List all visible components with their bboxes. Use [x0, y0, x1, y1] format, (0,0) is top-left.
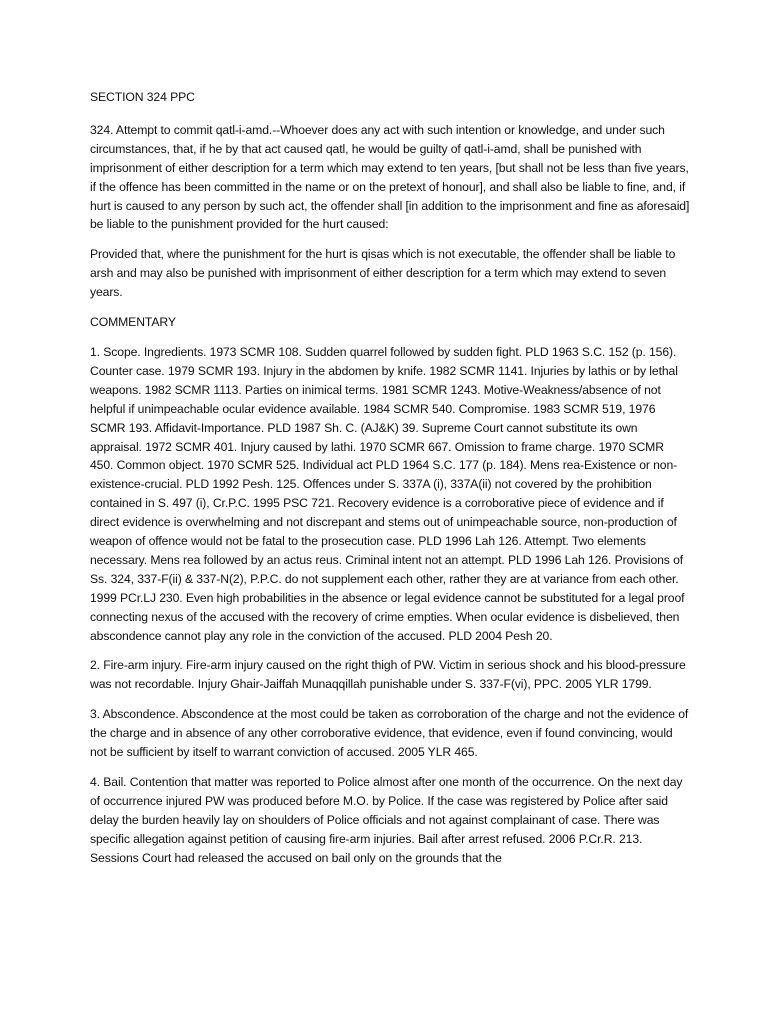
commentary-item-fire-arm-injury	[90, 656, 690, 694]
document-page	[90, 88, 690, 879]
statute-main-paragraph: 324. Attempt to commit qatl-i-amd.--Whoever does any act with such intention or knowledge, and under such circumstances, that, if he by that act caused qatl, he would be guilty of qatl-i-amd, shall be punished with imprisonment of either description for a term which may extend to ten years, [but shall not be less than five years, if the offence has been committed in the name or on the pretext of honour], and shall also be liable to fine, and, if hurt is caused to any person by such act, the offender shall [in addition to the imprisonment and fine as aforesaid] be liable to the punishment provided for the hurt caused:	[90, 122, 690, 232]
commentary-paragraph: 4. Bail. Contention that matter was reported to Police almost after one month of the occurrence. On the next day of occurrence injured PW was produced before M.O. by Police. If the case was registered by Police after said delay the burden heavily lay on shoulders of Police officials and not against complainant of case. There was specific allegation against petition of causing fire-arm injuries. Bail after arrest refused. 2006 P.Cr.R. 213. Sessions Court had released the accused on bail only on the grounds that the	[90, 775, 683, 865]
statute-text	[90, 121, 690, 234]
commentary-heading: COMMENTARY	[90, 315, 176, 330]
commentary-paragraph: 2. Fire-arm injury. Fire-arm injury caused on the right thigh of PW. Victim in serious shock and his blood-pressure was not recordable. Injury Ghair-Jaiffah Munaqqillah punishable under S. 337-F(vi), PPC. 2005 YLR 1799.	[90, 658, 686, 692]
commentary-item-bail	[90, 773, 690, 868]
proviso-paragraph: Provided that, where the punishment for the hurt is qisas which is not executable, the offender shall be liable to arsh and may also be punished with imprisonment of either description for a term which may extend to seven years.	[90, 247, 676, 300]
commentary-item-abscondence	[90, 705, 690, 762]
statute-proviso	[90, 245, 690, 302]
commentary-item-scope	[90, 343, 690, 646]
section-title: SECTION 324 PPC	[90, 90, 195, 104]
commentary-paragraph: 1. Scope. Ingredients. 1973 SCMR 108. Sudden quarrel followed by sudden fight. PLD 1963 S.C. 152 (p. 156). Counter case. 1979 SCMR 193. Injury in the abdomen by knife. 1982 SCMR 1141. Injuries by lathis or by lethal weapons. 1982 SCMR 1113. Parties on inimical terms. 1981 SCMR 1243. Motive-Weakness/absence of not helpful if unimpeachable ocular evidence available. 1984 SCMR 540. Compromise. 1983 SCMR 519, 1976 SCMR 193. Affidavit-Importance. PLD 1987 Sh. C. (AJ&K) 39. Supreme Court cannot substitute its own appraisal. 1972 SCMR 401. Injury caused by lathi. 1970 SCMR 667. Omission to frame charge. 1970 SCMR 450. Common object. 1970 SCMR 525. Individual act PLD 1964 S.C. 177 (p. 184). Mens rea-Existence or non-existence-crucial. PLD 1992 Pesh. 125. Offences under S. 337A (i), 337A(ii) not covered by the prohibition contained in S. 497 (i), Cr.P.C. 1995 PSC 721. Recovery evidence is a corroborative piece of evidence and if direct evidence is overwhelming and not discrepant and stems out of unimpeachable source, non-production of weapon of offence would not be fatal to the prosecution case. PLD 1996 Lah 126. Attempt. Two elements necessary. Mens rea followed by an actus reus. Criminal intent not an attempt. PLD 1996 Lah 126. Provisions of Ss. 324, 337-F(ii) & 337-N(2), P.P.C. do not supplement each other, rather they are at variance from each other. 1999 PCr.LJ 230. Even high probabilities in the absence or legal evidence cannot be substituted for a legal proof connecting nexus of the accused with the recovery of crime empties. When ocular evidence is disbelieved, then abscondence cannot play any role in the conviction of the accused. PLD 2004 Pesh 20.	[90, 344, 685, 643]
commentary-paragraph: 3. Abscondence. Abscondence at the most could be taken as corroboration of the charge and not the evidence of the charge and in absence of any other corroborative evidence, that evidence, even if found convincing, would not be sufficient by itself to warrant conviction of accused. 2005 YLR 465.	[90, 707, 689, 760]
